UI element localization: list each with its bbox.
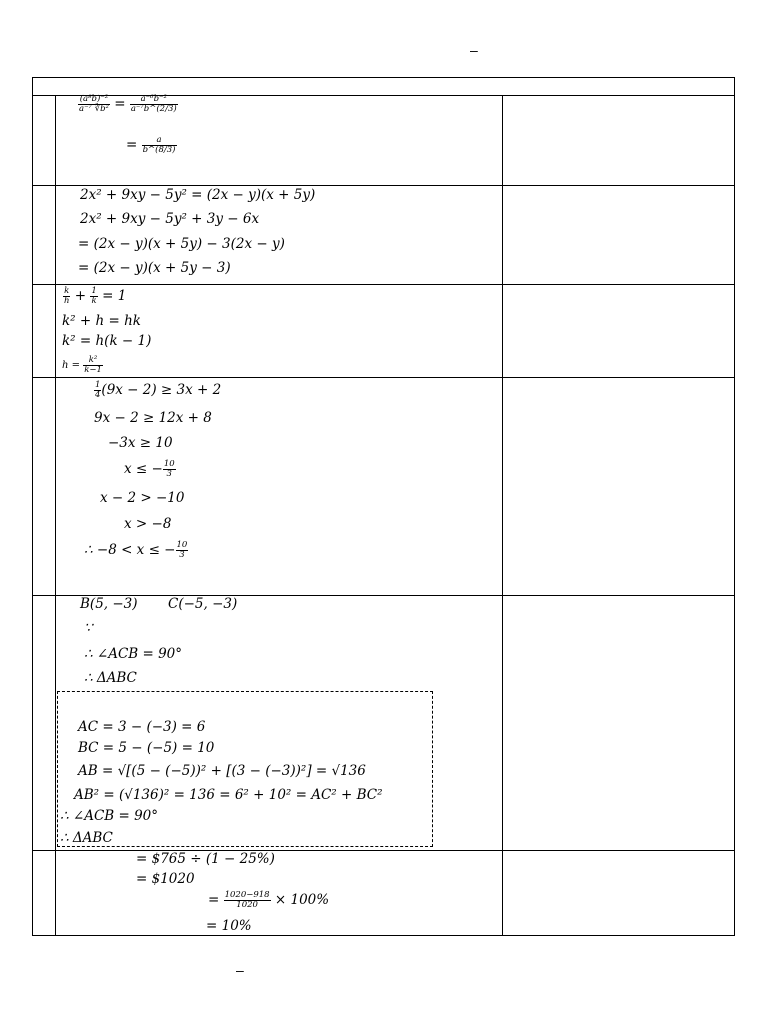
q2-line1: 2x² + 9xy − 5y² = (2x − y)(x + 5y) [80, 187, 316, 203]
q3-plus: + [74, 288, 87, 304]
q6-line4: = 10% [206, 918, 252, 934]
q1-line2-equals: = [126, 137, 138, 153]
q5-angle: ∴ ∠ACB = 90° [84, 646, 183, 662]
marks-column-divider [502, 95, 503, 936]
q5-triangle: ∴ ΔABC [84, 670, 137, 686]
q2-line3: = (2x − y)(x + 5y) − 3(2x − y) [78, 236, 285, 252]
q5-box-ab2: AB² = (√136)² = 136 = 6² + 10² = AC² + BC² [74, 787, 383, 803]
q3-line4-denominator: k−1 [84, 365, 102, 375]
q5-box-ab: AB = √[(5 − (−5))² + [(3 − (−3))²] = √136 [78, 763, 366, 779]
q6-l3-rest: × 100% [274, 892, 330, 908]
q1-lhs-denominator: a⁻⁷ ∛b² [79, 104, 109, 114]
q4-l7-lhs: ∴ −8 < x ≤ − [84, 542, 176, 558]
row-divider-3 [32, 377, 735, 378]
q4-line6: x > −8 [124, 516, 172, 532]
q4-l7-numerator: 10 [176, 540, 188, 550]
q6-line3 [208, 891, 329, 910]
q6-line1: = $765 ÷ (1 − 25%) [136, 851, 275, 867]
q5-point-b: B(5, −3) [80, 596, 138, 612]
bottom-page-mark: – [236, 962, 244, 978]
q4-l4-numerator: 10 [163, 459, 175, 469]
top-page-mark: – [470, 42, 478, 58]
number-column-divider [55, 95, 56, 936]
q4-line1 [94, 381, 221, 400]
table-border-left [32, 77, 33, 936]
table-border-bottom [32, 935, 735, 936]
q1-line1 [78, 95, 178, 114]
row-divider-2 [32, 284, 735, 285]
q4-l4-denominator: 3 [166, 469, 172, 479]
q1-line2-denominator: b^(8/3) [142, 145, 176, 155]
q4-l1-rest: (9x − 2) ≥ 3x + 2 [101, 382, 222, 398]
q1-lhs-numerator: (a⁸b)⁻² [79, 94, 109, 104]
q1-equals: = [114, 96, 126, 112]
q4-line7 [84, 541, 188, 560]
q6-line2: = $1020 [136, 871, 195, 887]
table-border-top [32, 77, 735, 78]
q5-box-angle: ∴ ∠ACB = 90° [60, 808, 159, 824]
q3-frac1-numerator: k [64, 286, 70, 296]
q4-l4-lhs: x ≤ − [124, 461, 163, 477]
q1-rhs-denominator: a⁻⁷b^(2/3) [130, 104, 177, 114]
q5-point-c: C(−5, −3) [168, 596, 238, 612]
q2-line2: 2x² + 9xy − 5y² + 3y − 6x [80, 211, 260, 227]
q3-line4-lhs: h = [62, 360, 80, 371]
q3-line1 [63, 287, 126, 306]
q2-line4: = (2x − y)(x + 5y − 3) [78, 260, 231, 276]
table-border-right [734, 77, 735, 936]
q4-l1-numerator: 1 [95, 380, 101, 390]
q4-l1-denominator: 4 [95, 390, 101, 400]
q3-frac2-numerator: 1 [91, 286, 97, 296]
q3-line2: k² + h = hk [62, 313, 141, 329]
q3-equals-one: = 1 [102, 288, 127, 304]
q1-line2 [126, 136, 177, 155]
q3-line4-numerator: k² [83, 356, 103, 366]
q3-frac1-denominator: h [64, 296, 70, 306]
q3-line3: k² = h(k − 1) [62, 333, 152, 349]
q5-box-ac: AC = 3 − (−3) = 6 [78, 719, 206, 735]
q5-box-triangle: ∴ ΔABC [60, 830, 113, 846]
q6-l3-denominator: 1020 [236, 900, 258, 910]
q5-box-bc: BC = 5 − (−5) = 10 [78, 740, 215, 756]
q1-rhs-numerator: a⁻⁶b⁻² [130, 95, 178, 105]
q6-l3-numerator: 1020−918 [224, 890, 270, 900]
q4-line5: x − 2 > −10 [100, 490, 185, 506]
row-divider-1 [32, 185, 735, 186]
q1-line2-numerator: a [142, 136, 177, 146]
q3-frac2-denominator: k [91, 296, 97, 306]
q6-l3-equals: = [208, 892, 220, 908]
q4-line4 [124, 460, 176, 479]
q3-line4 [62, 356, 103, 375]
q4-l7-denominator: 3 [179, 550, 185, 560]
q4-line3: −3x ≥ 10 [108, 435, 173, 451]
q5-because: ∵ [84, 620, 93, 636]
q4-line2: 9x − 2 ≥ 12x + 8 [94, 410, 212, 426]
